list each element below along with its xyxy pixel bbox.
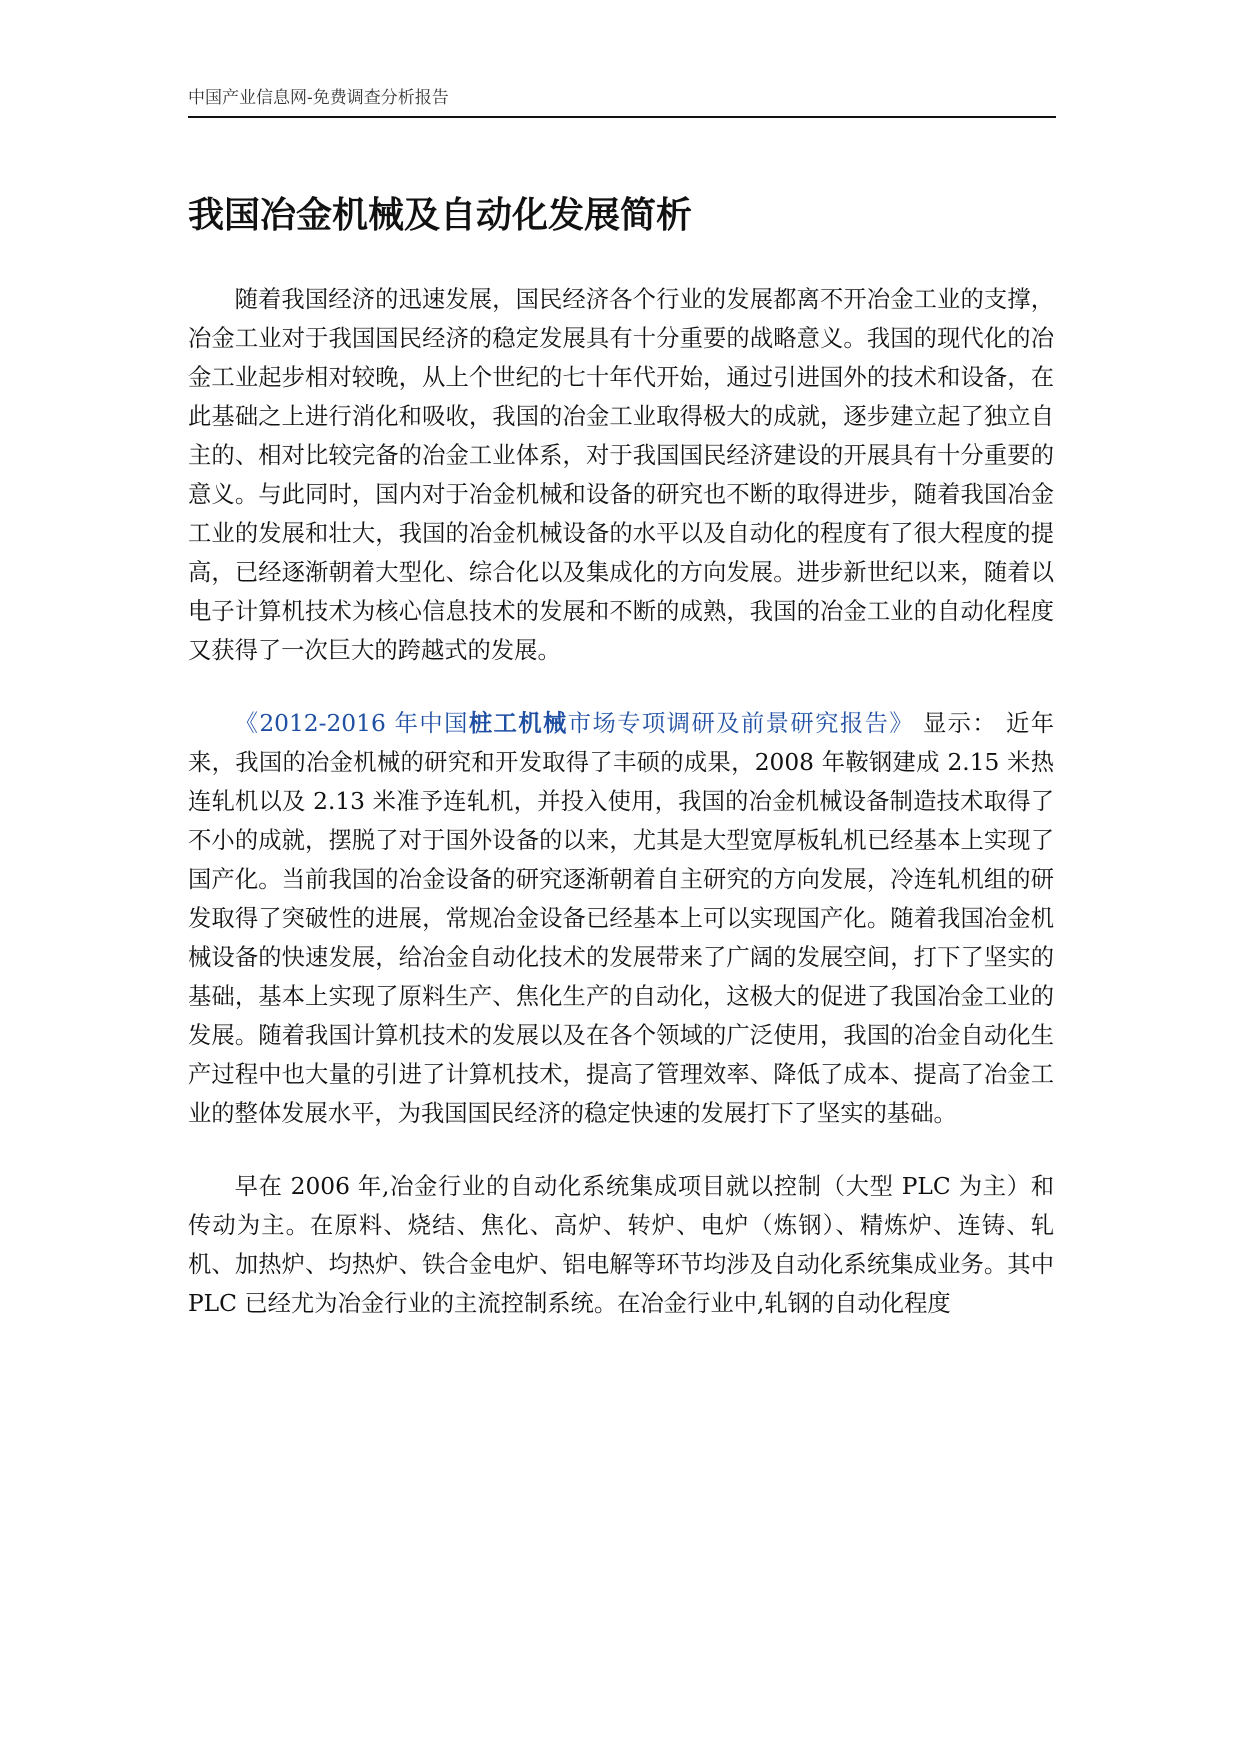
document-body xyxy=(188,280,1054,1357)
header-text: 中国产业信息网-免费调查分析报告 xyxy=(188,88,449,108)
report-link-suffix: 市场专项调研及前景研究报告》 xyxy=(567,710,915,737)
document-title: 我国冶金机械及自动化发展简析 xyxy=(188,195,693,236)
paragraph-2-text: 显示： 近年来，我国的冶金机械的研究和开发取得了丰硕的成果，2008 年鞍钢建成 2.15 米热连轧机以及 2.13 米准予连轧机，并投入使用，我国的冶金机械设备制造技术取得了不小的成就，摆脱了对于国外设备的以来，尤其是大型宽厚板轧机已经基本上实现了国产化。当前我国的冶金设备的研究逐渐朝着自主研究的方向发展，冷连轧机组的研发取得了突破性的进展，常规冶金设备已经基本上可以实现国产化。随着我国冶金机械设备的快速发展，给冶金自动化技术的发展带来了广阔的发展空间，打下了坚实的基础，基本上实现了原料生产、焦化生产的自动化，这极大的促进了我国冶金工业的发展。随着我国计算机技术的发展以及在各个领域的广泛使用，我国的冶金自动化生产过程中也大量的引进了计算机技术，提高了管理效率、降低了成本、提高了冶金工业的整体发展水平，为我国国民经济的稳定快速的发展打下了坚实的基础。 xyxy=(188,710,1055,1127)
header-divider xyxy=(188,116,1056,118)
report-link-keyword: 桩工机械 xyxy=(468,710,568,737)
paragraph-1: 随着我国经济的迅速发展，国民经济各个行业的发展都离不开冶金工业的支撑，冶金工业对于我国国民经济的稳定发展具有十分重要的战略意义。我国的现代化的冶金工业起步相对较晚，从上个世纪的七十年代开始，通过引进国外的技术和设备，在此基础之上进行消化和吸收，我国的冶金工业取得极大的成就，逐步建立起了独立自主的、相对比较完备的冶金工业体系，对于我国国民经济建设的开展具有十分重要的意义。与此同时，国内对于冶金机械和设备的研究也不断的取得进步，随着我国冶金工业的发展和壮大，我国的冶金机械设备的水平以及自动化的程度有了很大程度的提高，已经逐渐朝着大型化、综合化以及集成化的方向发展。进步新世纪以来，随着以电子计算机技术为核心信息技术的发展和不断的成熟，我国的冶金工业的自动化程度又获得了一次巨大的跨越式的发展。 xyxy=(188,286,1054,664)
report-link[interactable] xyxy=(235,710,915,737)
report-link-prefix: 《2012-2016 年中国 xyxy=(234,710,469,737)
paragraph-2 xyxy=(188,704,1054,1133)
page-header xyxy=(188,86,1056,118)
paragraph-3: 早在 2006 年,冶金行业的自动化系统集成项目就以控制（大型 PLC 为主）和传动为主。在原料、烧结、焦化、高炉、转炉、电炉（炼钢）、精炼炉、连铸、轧机、加热炉、均热炉、铁合金电炉、铝电解等环节均涉及自动化系统集成业务。其中 PLC 已经尤为冶金行业的主流控制系统。在冶金行业中,轧钢的自动化程度 xyxy=(188,1173,1054,1317)
